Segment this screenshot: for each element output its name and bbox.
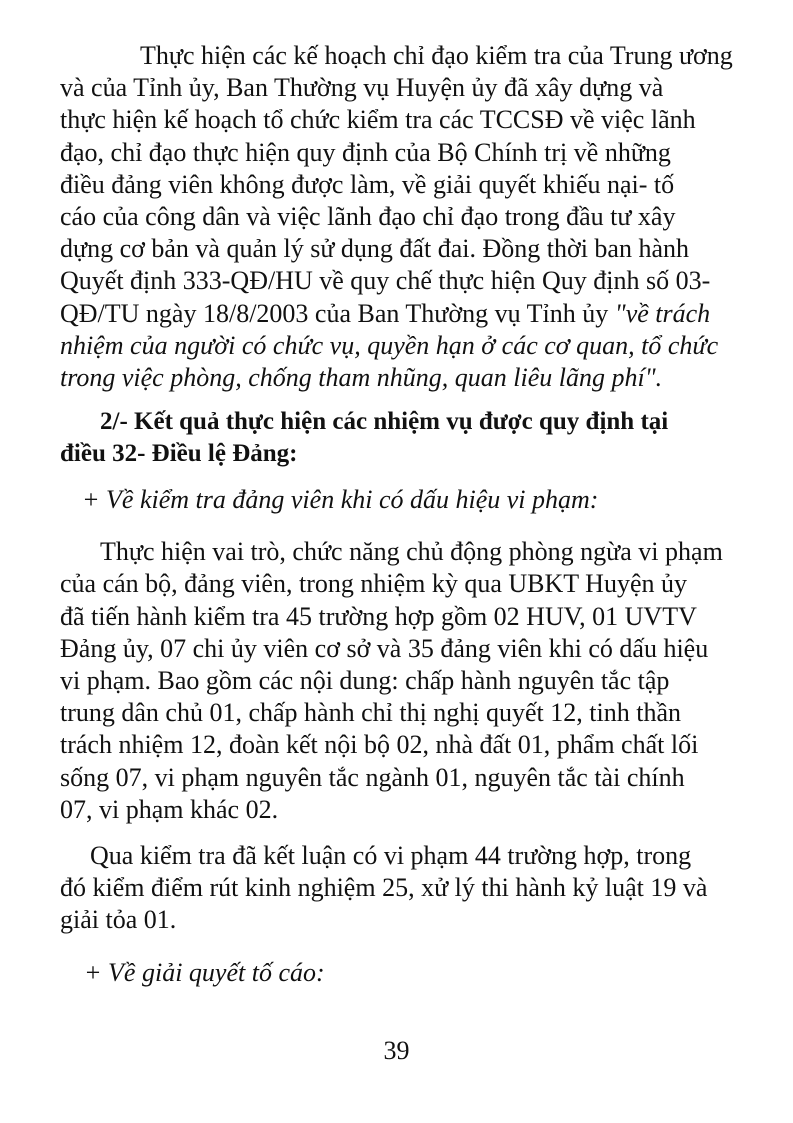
quote-start: "về trách: [614, 298, 711, 328]
text-line: dựng cơ bản và quản lý sử dụng đất đai. Đồng thời ban hành: [60, 234, 690, 264]
text-line: Qua kiểm tra đã kết luận có vi phạm 44 trường hợp, trong: [90, 841, 692, 871]
subheading-violation-check: + Về kiểm tra đảng viên khi có dấu hiệu vi phạm:: [82, 485, 599, 515]
text-line: trung dân chủ 01, chấp hành chỉ thị nghị quyết 12, tinh thần: [60, 698, 681, 728]
text-line: Đảng ủy, 07 chi ủy viên cơ sở và 35 đảng viên khi có dấu hiệu: [60, 633, 709, 663]
text-line: cáo của công dân và việc lãnh đạo chỉ đạo trong đầu tư xây: [60, 202, 676, 232]
heading-line: 2/- Kết quả thực hiện các nhiệm vụ được quy định tại: [100, 408, 669, 436]
text-line: đạo, chỉ đạo thực hiện quy định của Bộ Chính trị về những: [60, 137, 671, 167]
subheading-denunciation: + Về giải quyết tố cáo:: [84, 957, 325, 987]
paragraph-intro: [60, 40, 740, 394]
paragraph-conclusion: [60, 840, 740, 937]
heading-line: điều 32- Điều lệ Đảng:: [60, 440, 298, 468]
text-line: sống 07, vi phạm nguyên tắc ngành 01, nguyên tắc tài chính: [60, 762, 685, 792]
text-line: Quyết định 333-QĐ/HU về quy chế thực hiện Quy định số 03-: [60, 266, 711, 296]
section-heading: [60, 406, 740, 470]
text-line: trách nhiệm 12, đoàn kết nội bộ 02, nhà đất 01, phẩm chất lối: [60, 730, 699, 760]
text-line: [60, 298, 740, 330]
text-line: vi phạm. Bao gồm các nội dung: chấp hành nguyên tắc tập: [60, 666, 670, 696]
text-line: của cán bộ, đảng viên, trong nhiệm kỳ qua UBKT Huyện ủy: [60, 569, 687, 599]
text-line: Thực hiện các kế hoạch chỉ đạo kiểm tra của Trung ương: [140, 41, 733, 70]
document-page: [60, 40, 740, 1009]
text-line: và của Tỉnh ủy, Ban Thường vụ Huyện ủy đã xây dựng và: [60, 73, 664, 103]
text-line-plain: QĐ/TU ngày 18/8/2003 của Ban Thường vụ Tỉnh ủy: [60, 298, 615, 328]
text-line: đã tiến hành kiểm tra 45 trường hợp gồm 02 HUV, 01 UVTV: [60, 601, 697, 631]
text-line: điều đảng viên không được làm, về giải quyết khiếu nại- tố: [60, 169, 675, 199]
page-number: 39: [383, 1036, 410, 1065]
text-line: đó kiểm điểm rút kinh nghiệm 25, xử lý thi hành kỷ luật 19 và: [60, 873, 708, 903]
text-line: Thực hiện vai trò, chức năng chủ động phòng ngừa vi phạm: [100, 537, 723, 567]
paragraph-inspection: [60, 536, 740, 826]
quote-line: trong việc phòng, chống tham nhũng, quan liêu lãng phí".: [60, 363, 663, 393]
text-line: thực hiện kế hoạch tổ chức kiểm tra các TCCSĐ về việc lãnh: [60, 105, 696, 135]
quote-line: nhiệm của người có chức vụ, quyền hạn ở các cơ quan, tổ chức: [60, 330, 719, 360]
text-line: 07, vi phạm khác 02.: [60, 794, 279, 824]
text-line: giải tỏa 01.: [60, 905, 177, 935]
